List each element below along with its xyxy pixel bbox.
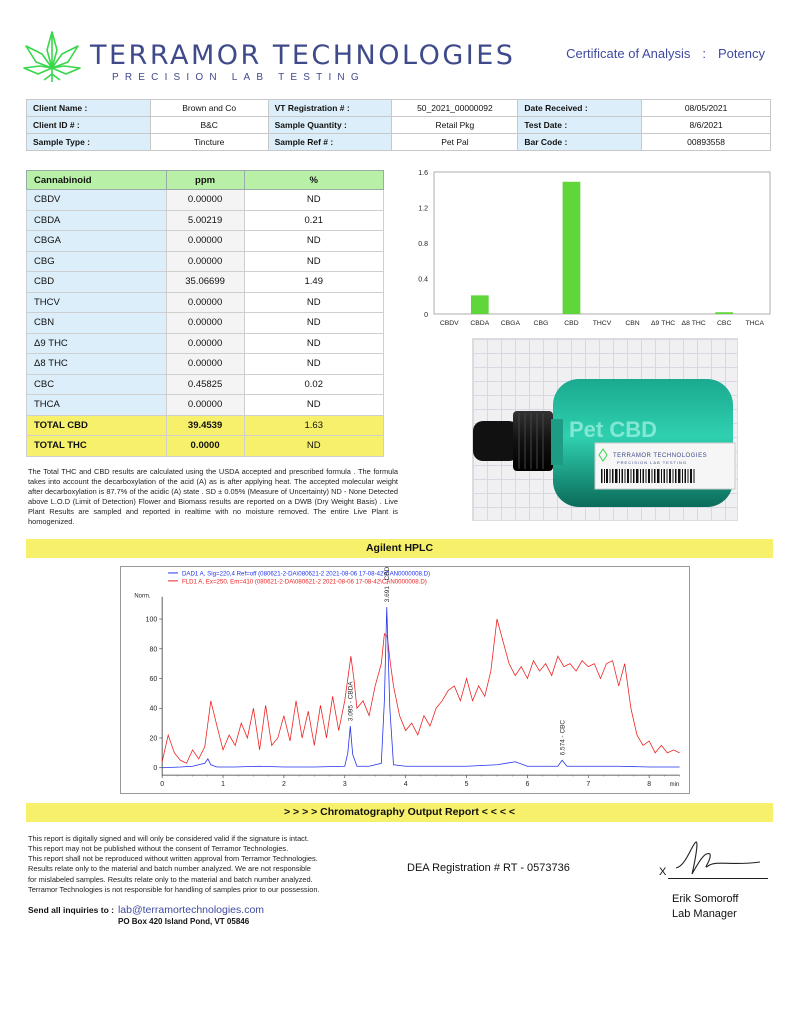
bar-chart-x-tick: CBN [625,320,640,327]
total-row [27,415,384,436]
legend-entry: DAD1 A, Sig=220,4 Ref=off (080621-2-DA\080621-2 2021-08-06 17-08-42\CAN0000008.D) [181,570,431,578]
info-value: 08/05/2021 [642,100,771,117]
hplc-x-tick: 8 [647,781,652,789]
bar-chart-x-tick: Δ8 THC [681,320,706,327]
info-value: Tincture [150,134,268,151]
brand-name: TERRAMOR TECHNOLOGIES [90,40,516,71]
sample-photo [472,338,738,521]
info-label: Sample Type : [27,134,151,151]
hplc-x-tick: 0 [160,781,165,789]
cannabinoid-ppm: 0.00000 [166,231,244,252]
cannabinoid-percent: ND [244,190,384,211]
bottle-brand-text: Pet CBD [569,417,658,442]
hplc-y-label: Norm. [134,593,151,600]
inquiries-line [28,904,264,916]
cannabinoid-row [27,190,384,211]
cannabinoid-name: TOTAL CBD [27,415,167,436]
cannabinoid-ppm: 0.0000 [166,436,244,457]
disclaimer-line: Results relate only to the material and batch number analyzed. We are not responsible [28,864,311,874]
cannabinoid-row [27,251,384,272]
chromatography-report-title: > > > > Chromatography Output Report < < < < [26,803,773,822]
info-row [27,100,771,117]
document-title-main: Certificate of Analysis [566,46,691,61]
hplc-y-tick: 40 [149,705,158,713]
hplc-series-dad1 [162,607,679,768]
disclaimer-line: Terramor Technologies is not responsible for handling of samples prior to our possession. [28,884,320,894]
document-title-type: Potency [718,46,765,61]
cannabinoid-row [27,231,384,252]
header-ppm: ppm [166,171,244,190]
bar-chart-y-tick: 1.2 [418,205,428,213]
cannabinoid-ppm: 0.00000 [166,354,244,375]
info-label: Test Date : [518,117,642,134]
info-row [27,117,771,134]
info-label: Sample Ref # : [268,134,392,151]
peak-annotation: 6.574 - CBC [559,719,567,756]
inquiries-label: Send all inquiries to : [28,905,114,915]
info-value: Brown and Co [150,100,268,117]
hplc-x-tick: 1 [221,781,225,789]
cannabinoid-row [27,292,384,313]
signature-image [672,836,762,880]
info-value: Pet Pal [392,134,518,151]
bar-chart-y-tick: 1.6 [418,170,428,177]
cannabinoid-percent: ND [244,313,384,334]
signer-block [672,892,738,921]
info-value: 50_2021_00000092 [392,100,518,117]
lab-label-tagline: PRECISION LAB TESTING [617,460,688,465]
bar-cbda [471,295,489,314]
cannabinoid-name: CBG [27,251,167,272]
dea-registration: DEA Registration # RT - 0573736 [407,862,570,874]
cannabinoid-row [27,210,384,231]
hplc-y-tick: 60 [149,675,158,683]
info-label: Bar Code : [518,134,642,151]
peak-annotation: 3.095 - CBDA [347,681,355,722]
hplc-x-tick: 7 [586,781,591,789]
info-label: Sample Quantity : [268,117,392,134]
hplc-x-tick: 3 [342,781,347,789]
cannabinoid-row [27,354,384,375]
dropper-bulb [473,421,519,461]
info-value: Retail Pkg [392,117,518,134]
hplc-y-tick: 100 [145,616,158,624]
cannabinoid-row [27,272,384,293]
hplc-x-tick: 2 [281,781,286,789]
legend-entry: FLD1 A, Ex=250, Em=410 (080621-2-DA\080621-2 2021-08-06 17-08-42\CAN0000008.D) [181,578,427,586]
cannabinoid-row [27,374,384,395]
cannabinoid-row [27,333,384,354]
hplc-section-title: Agilent HPLC [26,539,773,558]
disclaimer-line: This report is digitally signed and will only be considered valid if the signature is intact. [28,834,309,843]
hplc-x-unit: min [669,782,680,789]
hplc-x-tick: 5 [464,781,469,789]
cannabinoid-ppm: 0.45825 [166,374,244,395]
header-cannabinoid: Cannabinoid [27,171,167,190]
cannabinoid-name: CBN [27,313,167,334]
cannabinoid-percent: ND [244,395,384,416]
disclaimer-line: for mislabeled samples. Results relate only to the material and batch number analyzed. [28,874,313,884]
peak-annotation: 3.691 - CBD [383,566,391,603]
bar-chart-y-tick: 0.4 [418,276,428,284]
cannabinoid-percent: ND [244,292,384,313]
cannabinoid-row [27,313,384,334]
bar-chart-x-tick: CBC [717,320,732,327]
total-row [27,436,384,457]
cannabinoid-name: CBD [27,272,167,293]
bar-cbc [715,312,733,314]
mailing-address: PO Box 420 Island Pond, VT 05846 [118,917,250,926]
cannabinoid-name: TOTAL THC [27,436,167,457]
header-percent: % [244,171,384,190]
cannabinoid-table [26,170,384,457]
disclaimer [28,834,358,895]
cannabinoid-table-header [27,171,384,190]
cannabinoid-ppm: 0.00000 [166,292,244,313]
info-label: Date Received : [518,100,642,117]
potency-bar-chart [402,166,772,328]
signer-name: Erik Somoroff [672,893,739,905]
info-value: 8/6/2021 [642,117,771,134]
signature-x-mark: X [659,866,667,878]
hplc-series-fld1 [162,619,679,763]
cannabinoid-name: THCV [27,292,167,313]
bar-chart-x-tick: CBGA [500,320,520,327]
document-title [560,46,771,61]
brand-tagline: PRECISION LAB TESTING [112,72,365,83]
hplc-y-tick: 0 [153,765,158,773]
cannabinoid-ppm: 0.00000 [166,190,244,211]
cannabinoid-name: THCA [27,395,167,416]
cannabinoid-name: CBDV [27,190,167,211]
bar-chart-x-tick: CBDA [470,320,490,327]
cannabinoid-name: CBC [27,374,167,395]
bar-chart-y-tick: 0 [424,312,428,319]
cannabinoid-percent: 0.02 [244,374,384,395]
cannabinoid-ppm: 0.00000 [166,395,244,416]
cannabinoid-percent: 0.21 [244,210,384,231]
lab-label-brand: TERRAMOR TECHNOLOGIES [613,453,708,459]
cannabinoid-percent: ND [244,333,384,354]
info-label: Client ID # : [27,117,151,134]
cannabinoid-percent: 1.63 [244,415,384,436]
cannabinoid-name: CBDA [27,210,167,231]
bar-chart-frame [434,172,770,314]
signer-title: Lab Manager [672,907,737,920]
cannabinoid-name: Δ8 THC [27,354,167,375]
cannabinoid-ppm: 35.06699 [166,272,244,293]
cannabinoid-row [27,395,384,416]
bar-chart-x-tick: THCA [745,320,764,327]
bar-chart-x-tick: CBDV [439,320,459,327]
info-label: VT Registration # : [268,100,392,117]
cannabinoid-name: Δ9 THC [27,333,167,354]
bar-chart-x-tick: Δ9 THC [650,320,676,327]
disclaimer-line: This report may not be published without the consent of Terramor Technologies. [28,844,289,854]
cannabis-leaf-icon [22,28,82,84]
cannabinoid-percent: ND [244,251,384,272]
info-row [27,134,771,151]
bar-chart-y-tick: 0.8 [418,241,428,248]
bar-chart-x-tick: CBD [564,320,579,327]
formula-note: The Total THC and CBD results are calculated using the USDA accepted and prescribed formula . The formula takes into account the decarboxylation of the acid (A) as is after applying heat. The accepted molecular weight after decarboxylation is 87.7% of the acidic (A) state . SD ± 0.05% (Measure of Uncertainty) ND - None Detected above L.O.D (Limit of Detection) Flower and Biomass results are reported on a DWB (Dry Weight Basis) . Live Plant Results are sampled and reported in realtime with no moisture removed. The entire Live Plant is homogenized. [28,467,398,527]
bar-chart-x-tick: CBG [533,320,549,327]
hplc-x-tick: 4 [403,781,408,789]
hplc-y-tick: 20 [149,735,158,743]
disclaimer-line: This report shall not be reproduced without written approval from Terramor Technologies. [28,854,318,864]
cannabinoid-ppm: 39.4539 [166,415,244,436]
bar-cbd [563,182,581,314]
bar-chart-x-tick: THCV [592,320,612,327]
document-title-separator: : [702,46,707,61]
bottle-illustration [473,339,738,521]
cannabinoid-percent: ND [244,231,384,252]
signature-line [668,878,768,879]
cannabinoid-ppm: 5.00219 [166,210,244,231]
info-label: Client Name : [27,100,151,117]
cannabinoid-ppm: 0.00000 [166,313,244,334]
cannabinoid-name: CBGA [27,231,167,252]
info-value: B&C [150,117,268,134]
cannabinoid-ppm: 0.00000 [166,251,244,272]
cannabinoid-percent: 1.49 [244,272,384,293]
cannabinoid-percent: ND [244,436,384,457]
hplc-x-tick: 6 [525,781,530,789]
inquiries-email-link[interactable]: lab@terramortechnologies.com [117,904,265,916]
cannabinoid-ppm: 0.00000 [166,333,244,354]
cannabinoid-percent: ND [244,354,384,375]
client-info-table [26,99,771,151]
info-value: 00893558 [642,134,771,151]
hplc-chromatogram [120,566,690,794]
hplc-y-tick: 80 [149,646,158,654]
